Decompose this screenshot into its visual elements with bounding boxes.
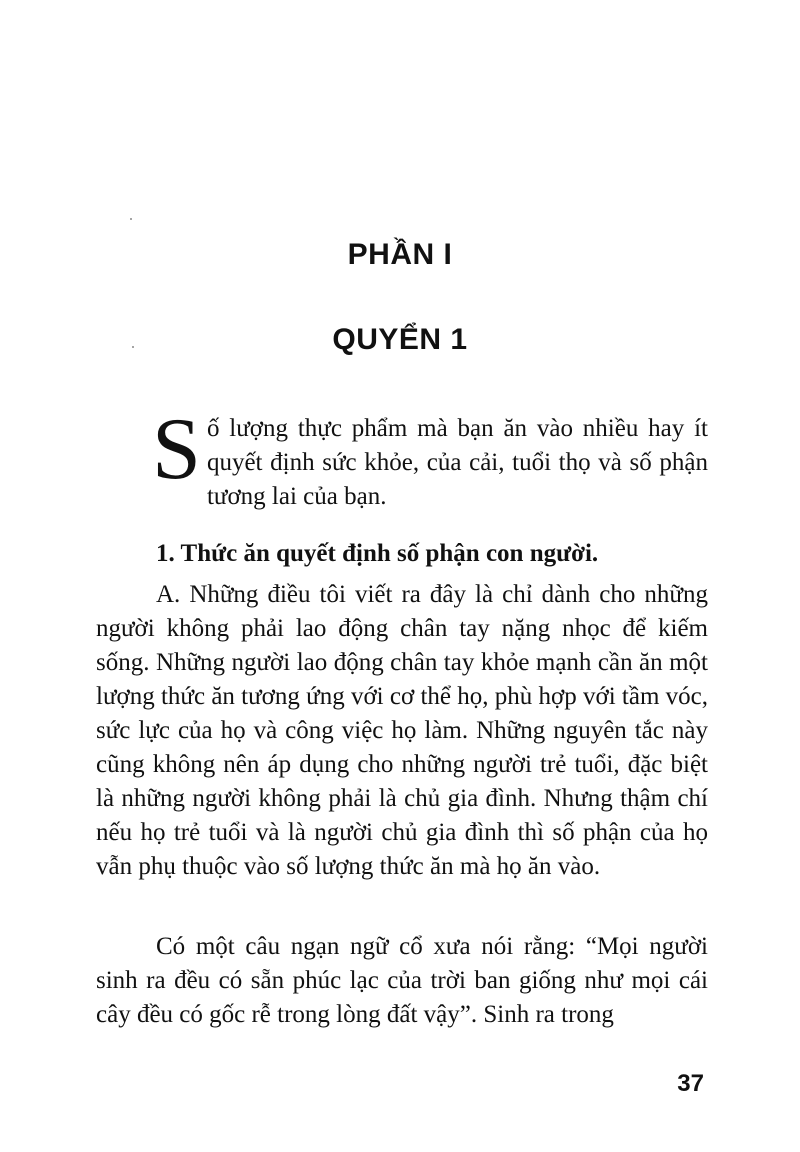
- scan-speck: [130, 218, 132, 220]
- book-title: QUYỂN 1: [332, 323, 468, 356]
- page-number: 37: [677, 1070, 704, 1097]
- body-paragraph: Có một câu ngạn ngữ cổ xưa nói rằng: “Mọi người sinh ra đều có sẵn phúc lạc của trời ban giống như mọi cái cây đều có gốc rễ trong lòng đất vậy”. Sinh ra trong: [96, 933, 708, 1028]
- part-title: PHẦN I: [347, 238, 453, 271]
- intro-paragraph: [96, 401, 708, 514]
- drop-cap: S: [152, 401, 201, 498]
- intro-text: ố lượng thực phẩm mà bạn ăn vào nhiều hay ít quyết định sức khỏe, của cải, tuổi thọ và số phận tương lai của bạn.: [206, 415, 708, 510]
- body-paragraph: A. Những điều tôi viết ra đây là chỉ dành cho những người không phải lao động chân tay nặng nhọc để kiếm sống. Những người lao động chân tay khỏe mạnh cần ăn một lượng thức ăn tương ứng với cơ thể họ, phù hợp với tầm vóc, sức lực của họ và công việc họ làm. Những nguyên tắc này cũng không nên áp dụng cho những người trẻ tuổi, đặc biệt là những người không phải là chủ gia đình. Nhưng thậm chí nếu họ trẻ tuổi và là người chủ gia đình thì số phận của họ vẫn phụ thuộc vào số lượng thức ăn mà họ ăn vào.: [96, 581, 708, 880]
- section-heading: 1. Thức ăn quyết định số phận con người.: [156, 540, 599, 567]
